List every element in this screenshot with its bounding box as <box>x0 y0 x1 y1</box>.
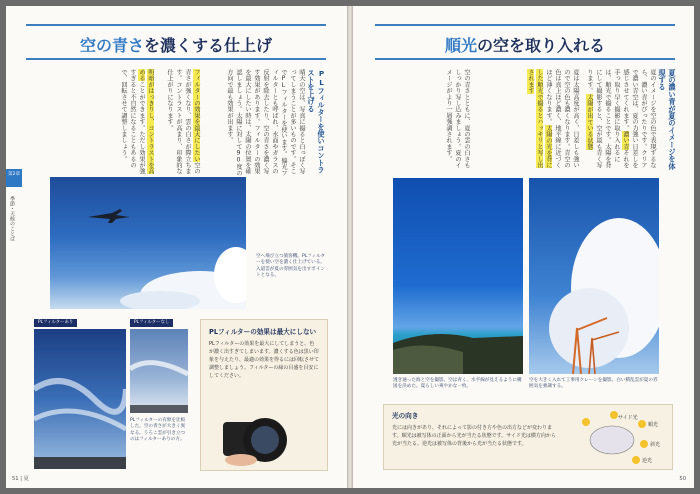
left-page <box>6 6 347 488</box>
body-column-1: 晴天の空は、写真に撮ると白っぽく写ってしまうことが多いものです。そこでPLフィルターを使います。偏光フィルターとも呼ばれ、水面やガラスの反射を除去したり、空の青さを濃く写す効果があります。フィルターの効果を最大にしたい時は、太陽の位置を確認しましょう。太陽に対して90度の方向で最も効果が出ます。 <box>226 69 305 176</box>
body-column-1: 夏のイメージを空の色で表現するなら、濃い青がぴったりです。クリアで濃い青空は、夏の力強い日差しを感じさせてくれます。濃い青それを手っ取り早く撮影に取り入れるには、順光で撮ることです。太陽を背にして撮影すると、空が最も青く写ります。太陽が出ている状態 <box>586 69 656 169</box>
camera-lens-icon <box>221 410 301 466</box>
page-title: 順光の空を取り入れる <box>444 36 606 55</box>
sun-icon <box>638 420 646 428</box>
compare-caption: PLフィルターの有無を比較した。空の青さが大きく異なる。うろこ雲が引き立つのはフィルターありの方。 <box>130 418 186 443</box>
box-title: 光の向き <box>392 412 419 420</box>
top-rule <box>375 24 675 26</box>
body-column-2: フィルターの効果を最大にしたい空の青さが強くなり、雲の白さが際立ちます。コントラストが高まり、印象的な仕上がりになります。 <box>166 69 200 175</box>
diagram-label: サイド光 <box>618 415 638 421</box>
tip-box-title: PLフィルターの効果は最大にしない <box>209 328 317 336</box>
body-column-3: 明暗がはっきりし、コントラストを高めることができます。ただし効果が強すぎると不自然になることもあるので、回転させて調整しましょう。 <box>120 69 154 175</box>
cirrus-clouds <box>34 329 126 469</box>
top-rule <box>26 24 326 26</box>
diagram-label: 逆光 <box>642 458 653 464</box>
light-direction-box <box>383 404 673 470</box>
ocean-scene <box>393 178 523 374</box>
caption-crane: 空を大きく入れて工事用クレーンを撮影。白い積乱雲が夏の雰囲気を強調する。 <box>529 378 658 390</box>
tip-box-text: PLフィルターの効果を最大にしてしまうと、色が濃く出すぎてしまいます。濃くする色は黒い印象を与えたり、最適の効果を得るには回転させて調整しましょう。フィルターの縁の目盛を目安にしてください。 <box>209 341 320 379</box>
airplane-scene <box>50 177 246 309</box>
page-title: 空の青さを濃くする仕上げ <box>79 36 273 55</box>
tag-with-filter: PLフィルターあり <box>34 319 77 327</box>
section-heading: PLフィルターを使いコントラストを上げる <box>307 69 326 174</box>
with-filter-photo <box>34 329 126 469</box>
airplane-icon <box>88 209 130 223</box>
page-number: 50 <box>679 476 686 482</box>
airplane-photo <box>50 177 246 309</box>
diagram-label: 斜光 <box>650 442 661 448</box>
crane-photo <box>529 178 659 374</box>
diagram-label: 順光 <box>648 422 659 428</box>
tag-without-filter: PLフィルターなし <box>130 319 173 327</box>
body-column-2: 夏は太陽高度が高く、日差しも強いので空の色も濃くなります。青空の色は真上ほど濃く、地平線に近づくほど薄くなります。太陽の光を背にした順光で撮るとハッキリと写し出されます <box>527 69 579 169</box>
caption-ocean: 透き通った海と空を撮影。空は青く、水平線が見えるように構図を決めた。夏らしい爽やかな一枚。 <box>393 378 522 390</box>
ocean-photo <box>393 178 523 374</box>
box-text: 光には向きがあり、それによって影の付き方や色の出方などが変わります。順光は被写体の正面から光が当たる状態です。サイド光は横方向から光が当たる。逆光は被写体の背後から光が当たる状態です。 <box>392 425 556 447</box>
page-number: 51 | 夏 <box>12 476 29 482</box>
photo-caption: 空へ飛び立つ旅客機。PLフィルターを使い空を濃く仕上げている。入道雲が夏の雰囲気を出すポイントとなる。 <box>256 254 326 279</box>
sun-icon <box>610 411 618 419</box>
without-filter-photo <box>130 329 188 413</box>
body-column-3: 空の青さとともに、夏の雲の白さもしっかり写し込みましょう。夏のイメージがより一層強調されます。 <box>445 69 470 169</box>
crane-scene <box>529 178 659 374</box>
title-rule <box>375 58 675 60</box>
sun-icon <box>582 418 590 426</box>
title-rule <box>26 58 326 60</box>
cirrus-clouds <box>130 329 188 413</box>
chapter-tab: 第2章 <box>6 169 22 187</box>
tip-box <box>200 319 328 471</box>
sun-icon <box>632 456 640 464</box>
right-page <box>353 6 694 488</box>
section-heading: 夏の濃い青が夏のイメージを体現する <box>658 69 677 170</box>
light-direction-diagram <box>574 410 670 466</box>
chapter-text: 季節・天候のことば <box>9 196 15 241</box>
sun-icon <box>640 440 648 448</box>
